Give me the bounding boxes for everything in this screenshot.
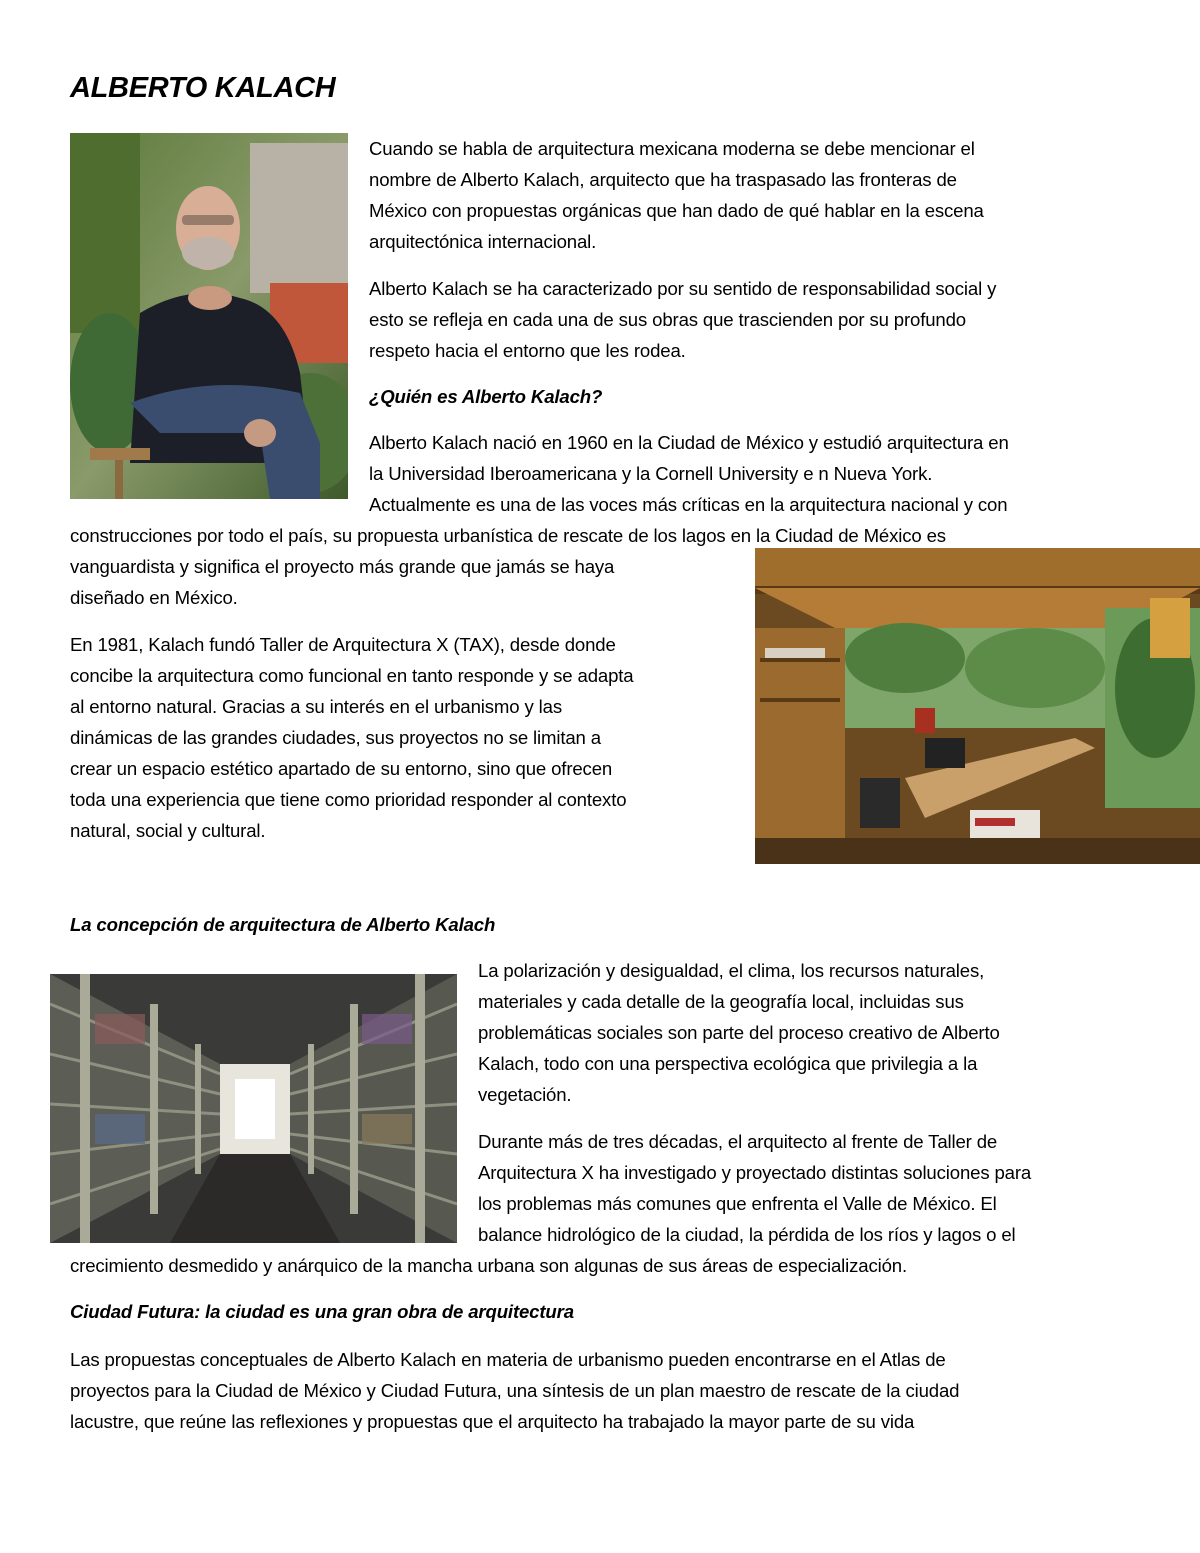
text-line: la Universidad Iberoamericana y la Cornell University e n Nueva York. (369, 463, 933, 484)
text-line: Kalach, todo con una perspectiva ecológica que privilegia a la (478, 1053, 978, 1074)
text-line: crear un espacio estético apartado de su entorno, sino que ofrecen (70, 758, 613, 779)
text-line: balance hidrológico de la ciudad, la pérdida de los ríos y lagos o el (478, 1224, 1016, 1245)
page-title: ALBERTO KALACH (70, 72, 336, 104)
text-line: Las propuestas conceptuales de Alberto Kalach en materia de urbanismo pueden encontrarse en el Atlas de (70, 1349, 946, 1370)
text-line: los problemas más comunes que enfrenta el Valle de México. El (478, 1193, 997, 1214)
section3-paragraph-1 (70, 1344, 959, 1437)
section2-paragraph-2 (478, 1126, 1031, 1250)
text-line: al entorno natural. Gracias a su interés en el urbanismo y las (70, 696, 562, 717)
section-heading-concepcion: La concepción de arquitectura de Alberto Kalach (70, 914, 496, 935)
text-line: nombre de Alberto Kalach, arquitecto que ha traspasado las fronteras de (369, 169, 957, 190)
text-line: toda una experiencia que tiene como prioridad responder al contexto (70, 789, 627, 810)
text-line: esto se refleja en cada una de sus obras que trascienden por su profundo (369, 309, 967, 330)
text-line: vanguardista y significa el proyecto más grande que jamás se haya (70, 556, 615, 577)
text-line: respeto hacia el entorno que les rodea. (369, 340, 686, 361)
studio-photo (755, 548, 1200, 864)
text-line: vegetación. (478, 1084, 572, 1105)
section1-paragraph-1-rest (70, 551, 614, 613)
text-line: Alberto Kalach nació en 1960 en la Ciudad de México y estudió arquitectura en (369, 432, 1009, 453)
text-line: dinámicas de las grandes ciudades, sus proyectos no se limitan a (70, 727, 601, 748)
intro-paragraph-1 (369, 133, 984, 257)
text-line: Actualmente es una de las voces más críticas en la arquitectura nacional y con (369, 494, 1008, 515)
section-heading-ciudad-futura: Ciudad Futura: la ciudad es una gran obra de arquitectura (70, 1301, 574, 1322)
text-line: La polarización y desigualdad, el clima, los recursos naturales, (478, 960, 985, 981)
section2-paragraph-2-full-line: crecimiento desmedido y anárquico de la mancha urbana son algunas de sus áreas de especialización. (70, 1255, 907, 1276)
text-line: natural, social y cultural. (70, 820, 266, 841)
section2-paragraph-1 (478, 955, 1000, 1110)
text-line: Alberto Kalach se ha caracterizado por su sentido de responsabilidad social y (369, 278, 997, 299)
section1-paragraph-2 (70, 629, 633, 846)
text-line: diseñado en México. (70, 587, 238, 608)
text-line: Durante más de tres décadas, el arquitecto al frente de Taller de (478, 1131, 998, 1152)
section1-paragraph-1 (369, 427, 1009, 520)
text-line: En 1981, Kalach fundó Taller de Arquitectura X (TAX), desde donde (70, 634, 616, 655)
text-line: México con propuestas orgánicas que han dado de qué hablar en la escena (369, 200, 984, 221)
section-heading-quien: ¿Quién es Alberto Kalach? (369, 386, 603, 407)
section1-paragraph-1-full-line: construcciones por todo el país, su propuesta urbanística de rescate de los lagos en la Ciudad de México es (70, 525, 946, 546)
text-line: Cuando se habla de arquitectura mexicana moderna se debe mencionar el (369, 138, 975, 159)
text-line: Arquitectura X ha investigado y proyectado distintas soluciones para (478, 1162, 1032, 1183)
intro-paragraph-2 (369, 273, 996, 366)
text-line: lacustre, que reúne las reflexiones y propuestas que el arquitecto ha trabajado la mayor parte de su vida (70, 1411, 915, 1432)
text-line: arquitectónica internacional. (369, 231, 597, 252)
text-line: proyectos para la Ciudad de México y Ciudad Futura, una síntesis de un plan maestro de rescate de la ciudad (70, 1380, 960, 1401)
portrait-photo (70, 133, 348, 499)
text-line: problemáticas sociales son parte del proceso creativo de Alberto (478, 1022, 1000, 1043)
text-line: concibe la arquitectura como funcional en tanto responde y se adapta (70, 665, 634, 686)
text-line: materiales y cada detalle de la geografía local, incluidas sus (478, 991, 964, 1012)
library-photo (50, 974, 457, 1243)
